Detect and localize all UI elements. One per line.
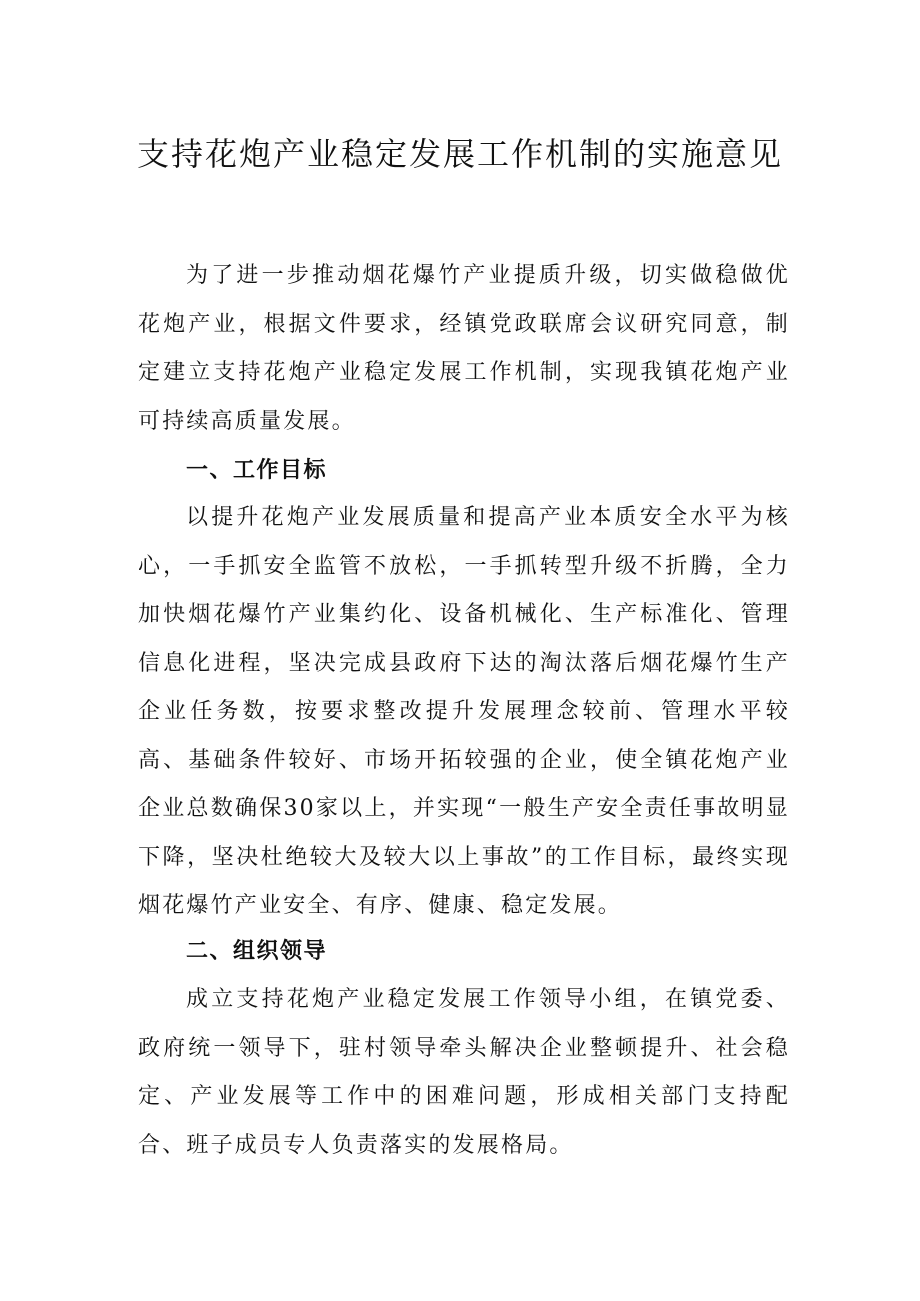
section-paragraph-goals: 以提升花炮产业发展质量和提高产业本质安全水平为核心，一手抓安全监管不放松，一手抓转型升级不折腾，全力加快烟花爆竹产业集约化、设备机械化、生产标准化、管理信息化进程，坚决完成县政府下达的淘汰落后烟花爆竹生产企业任务数，按要求整改提升发展理念较前、管理水平较高、基础条件较好、市场开拓较强的企业，使全镇花炮产业企业总数确保30家以上，并实现“一般生产安全责任事故明显下降，坚决杜绝较大及较大以上事故”的工作目标，最终实现烟花爆竹产业安全、有序、健康、稳定发展。 bbox=[138, 505, 790, 918]
section-heading-goals: 一、工作目标 bbox=[186, 458, 328, 483]
section-heading-leadership: 二、组织领导 bbox=[186, 939, 328, 964]
section-paragraph-leadership: 成立支持花炮产业稳定发展工作领导小组，在镇党委、政府统一领导下，驻村领导牵头解决企业整顿提升、社会稳定、产业发展等工作中的困难问题，形成相关部门支持配合、班子成员专人负责落实的发展格局。 bbox=[138, 987, 790, 1158]
intro-paragraph: 为了进一步推动烟花爆竹产业提质升级，切实做稳做优花炮产业，根据文件要求，经镇党政联席会议研究同意，制定建立支持花炮产业稳定发展工作机制，实现我镇花炮产业可持续高质量发展。 bbox=[138, 263, 790, 434]
document-title: 支持花炮产业稳定发展工作机制的实施意见 bbox=[136, 135, 783, 173]
